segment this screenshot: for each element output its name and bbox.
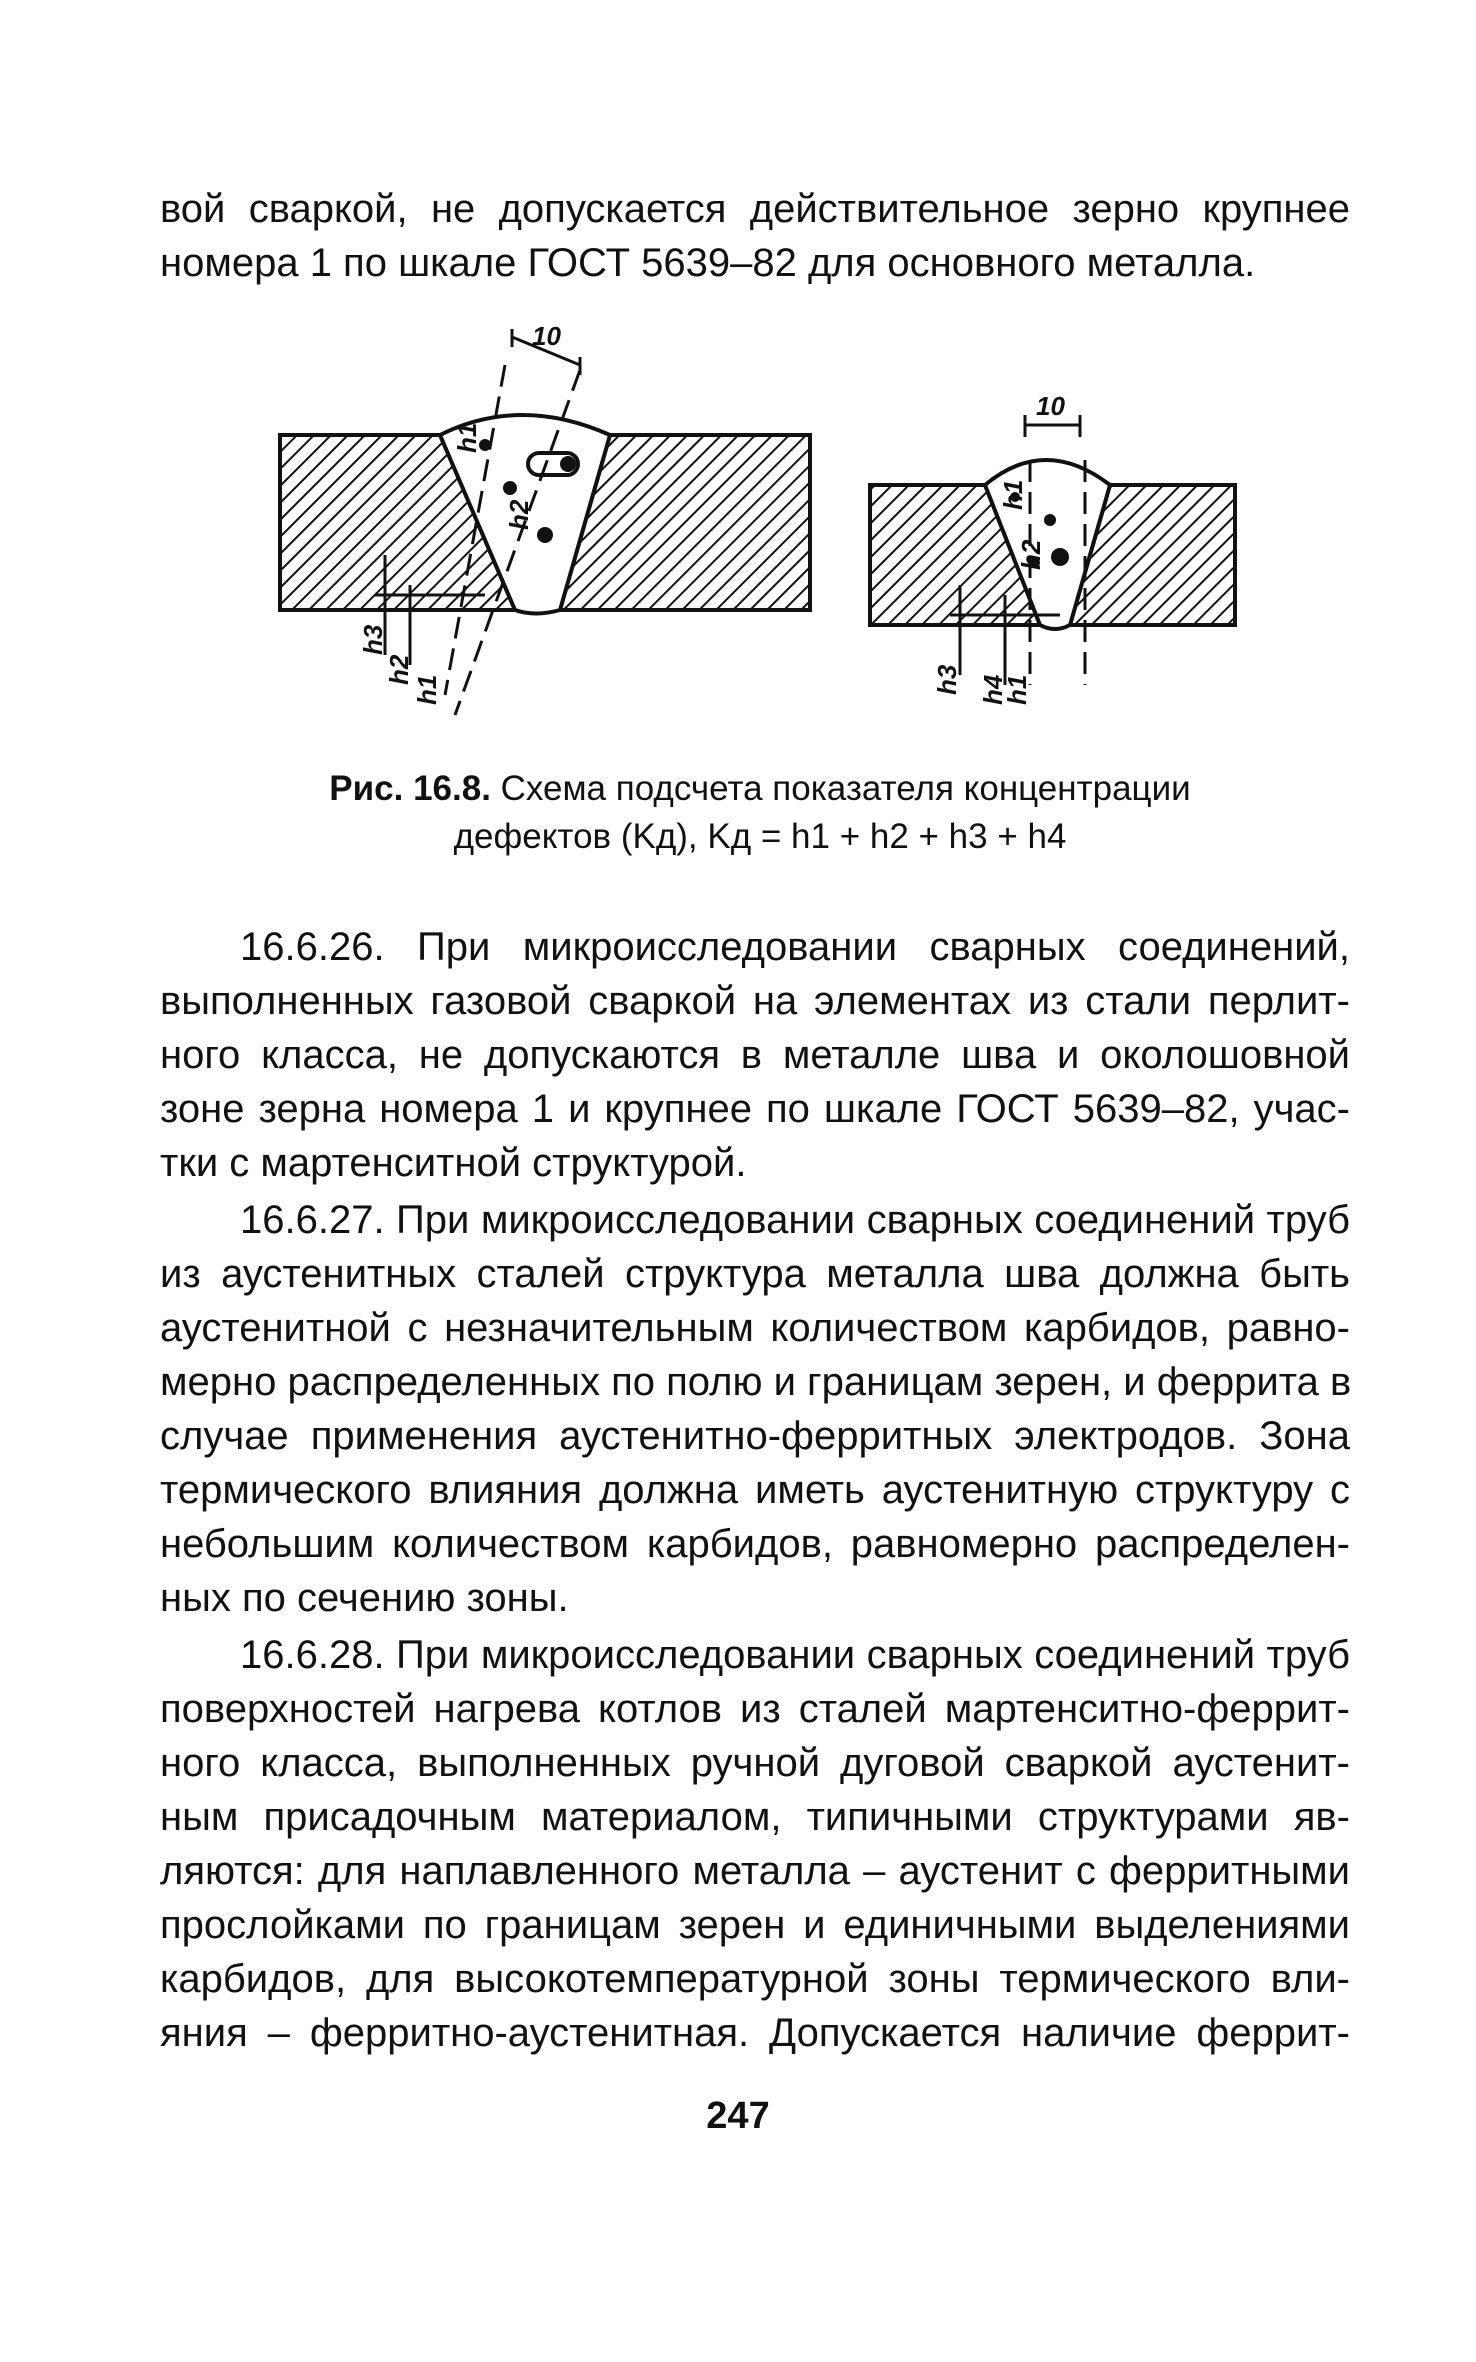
right-h1-bottom-label: h1 bbox=[1002, 674, 1032, 705]
s2-line-5: случае применения аустенитно-ферритных электродов. Зона bbox=[160, 1414, 1350, 1458]
left-pore-2 bbox=[503, 481, 517, 495]
intro-paragraph bbox=[160, 182, 1350, 290]
s2-line-7: небольшим количеством карбидов, равномерно распределен- bbox=[160, 1522, 1350, 1566]
s3-line-1: 16.6.28. При микроисследовании сварных соединений труб bbox=[240, 1633, 1350, 1677]
s3-line-8: яния – ферритно-аустенитная. Допускается наличие феррит- bbox=[160, 2011, 1350, 2055]
s3-line-6: прослойками по границам зерен и единичными выделениями bbox=[160, 1903, 1350, 1947]
right-pore-2 bbox=[1044, 514, 1056, 526]
s2-line-1: 16.6.27. При микроисследовании сварных соединений труб bbox=[240, 1198, 1350, 1242]
figure-caption bbox=[270, 765, 1250, 861]
s1-line-1: 16.6.26. При микроисследовании сварных соединений, bbox=[240, 925, 1350, 969]
right-weld-diagram bbox=[870, 391, 1235, 705]
left-h3-label: h3 bbox=[358, 624, 388, 655]
section-16-6-26 bbox=[160, 920, 1350, 1190]
page-number: 247 bbox=[706, 2095, 770, 2137]
s2-line-8: ных по сечению зоны. bbox=[160, 1576, 569, 1620]
left-h2-label: h2 bbox=[504, 499, 534, 530]
intro-line-2: номера 1 по шкале ГОСТ 5639–82 для основного металла. bbox=[160, 241, 1256, 285]
s2-line-2: из аустенитных сталей структура металла шва должна быть bbox=[160, 1252, 1350, 1296]
s3-line-4: ным присадочным материалом, типичными структурами яв- bbox=[160, 1795, 1350, 1839]
s2-line-4: мерно распределенных по полю и границам зерен, и феррита в bbox=[160, 1360, 1352, 1404]
right-h4-label: h4 bbox=[978, 674, 1008, 705]
left-h2-bottom-label: h2 bbox=[384, 654, 414, 685]
s2-line-3: аустенитной с незначительным количеством карбидов, равно- bbox=[160, 1306, 1350, 1350]
right-h1-label: h1 bbox=[998, 479, 1028, 510]
left-h1-label: h1 bbox=[452, 422, 482, 453]
caption-line-2: дефектов (Kд), Kд = h1 + h2 + h3 + h4 bbox=[453, 817, 1067, 856]
left-pore-3 bbox=[537, 527, 553, 543]
intro-line-1: вой сваркой, не допускается действительное зерно крупнее bbox=[160, 187, 1350, 231]
s3-line-3: ного класса, выполненных ручной дуговой сваркой аустенит- bbox=[160, 1741, 1350, 1785]
caption-line-1 bbox=[270, 765, 1250, 813]
right-h2-label: h2 bbox=[1016, 539, 1046, 570]
s2-line-6: термического влияния должна иметь аустенитную структуру с bbox=[160, 1468, 1350, 1512]
caption-label: Рис. 16.8. bbox=[329, 769, 491, 808]
section-16-6-27 bbox=[160, 1193, 1350, 1625]
s3-line-7: карбидов, для высокотемпературной зоны термического вли- bbox=[160, 1957, 1350, 2001]
section-16-6-28 bbox=[160, 1628, 1350, 2060]
left-dim-label: 10 bbox=[532, 325, 561, 351]
right-h3-label: h3 bbox=[932, 664, 962, 695]
weld-defect-figure bbox=[270, 325, 1250, 725]
s1-line-5: тки с мартенситной структурой. bbox=[160, 1141, 747, 1185]
left-weld-diagram bbox=[280, 325, 810, 715]
s1-line-4: зоне зерна номера 1 и крупнее по шкале ГОСТ 5639–82, учас- bbox=[160, 1087, 1350, 1131]
s1-line-2: выполненных газовой сваркой на элементах из стали перлит- bbox=[160, 979, 1350, 1023]
right-pore-3 bbox=[1051, 548, 1069, 566]
s3-line-5: ляются: для наплавленного металла – аустенит с ферритными bbox=[160, 1849, 1350, 1893]
left-h1-bottom-label: h1 bbox=[412, 674, 442, 705]
caption-text-1: Схема подсчета показателя концентрации bbox=[490, 769, 1191, 808]
left-slag-dot bbox=[560, 456, 576, 472]
right-dim-label: 10 bbox=[1036, 391, 1065, 421]
s1-line-3: ного класса, не допускаются в металле шва и околошовной bbox=[160, 1033, 1350, 1077]
s3-line-2: поверхностей нагрева котлов из сталей мартенситно-феррит- bbox=[160, 1687, 1350, 1731]
